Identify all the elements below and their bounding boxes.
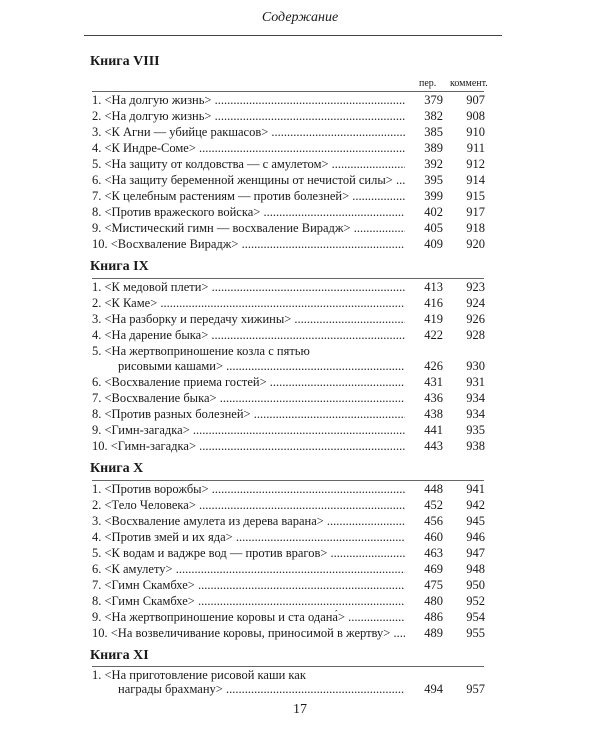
toc-entry: 8. <Гимн Скамбхе> ..... 480 952 (92, 594, 485, 608)
column-head-translation: пер. (419, 78, 437, 89)
column-rule (92, 480, 484, 481)
toc-entry: 4. <На дарение быка> ..... 422 928 (92, 328, 485, 342)
toc-entry: 6. <К амулету> ..... 469 948 (92, 562, 485, 576)
running-header: Содержание (261, 10, 339, 25)
toc-entry: 9. <Гимн-загадка> ..... 441 935 (92, 423, 485, 437)
column-rule (92, 666, 484, 667)
toc-entry: 2. <Тело Человека> ..... 452 942 (92, 498, 485, 512)
toc-entry: 2. <К Каме> ..... 416 924 (92, 296, 485, 310)
toc-entry: 4. <К Индре-Соме> ..... 389 911 (92, 141, 485, 155)
book-title: Книга XI (90, 648, 149, 663)
toc-entry: 5. <На защиту от колдовства — с амулетом> ..... 392 912 (92, 157, 485, 171)
book-title: Книга IX (90, 259, 149, 274)
toc-entry: 7. <Восхваление быка> ..... 436 934 (92, 391, 485, 405)
toc-entry: награды брахману> ..... 494 957 (92, 682, 485, 696)
book-title: Книга X (90, 461, 144, 476)
page-number: 17 (293, 702, 307, 717)
header-rule (84, 35, 502, 36)
toc-entry-first-line: 5. <На жертвоприношение козла с пятью (92, 344, 310, 358)
toc-entry: 6. <Восхваление приема гостей> ..... 431 931 (92, 375, 485, 389)
toc-entry: 9. <Мистический гимн — восхваление Вирадж> ..... 405 918 (92, 221, 485, 235)
toc-entry: 4. <Против змей и их яда> ..... 460 946 (92, 530, 485, 544)
column-rule (92, 91, 484, 92)
toc-entry: 7. <Гимн Скамбхе> ..... 475 950 (92, 578, 485, 592)
toc-entry: рисовыми кашами> ..... 426 930 (92, 359, 485, 373)
toc-entry: 7. <К целебным растениям — против болезней> ..... 399 915 (92, 189, 485, 203)
toc-entry: 5. <К водам и ваджре вод — против врагов> ..... 463 947 (92, 546, 485, 560)
toc-entry: 1. <Против ворожбы> ..... 448 941 (92, 482, 485, 496)
toc-entry-first-line: 1. <На приготовление рисовой каши как (92, 668, 306, 682)
toc-entry: 1. <На долгую жизнь> ..... 379 907 (92, 93, 485, 107)
toc-entry: 8. <Против разных болезней> ..... 438 934 (92, 407, 485, 421)
toc-entry: 2. <На долгую жизнь> ..... 382 908 (92, 109, 485, 123)
toc-entry: 10. <Гимн-загадка> ..... 443 938 (92, 439, 485, 453)
toc-entry: 10. <На возвеличивание коровы, приносимой в жертву> ..... 489 955 (92, 626, 485, 640)
toc-entry: 10. <Восхваление Вирадж> ..... 409 920 (92, 237, 485, 251)
toc-entry: 9. <На жертвоприношение коровы и ста одана́> ..... 486 954 (92, 610, 485, 624)
toc-entry: 3. <На разборку и передачу хижины> ..... 419 926 (92, 312, 485, 326)
column-rule (92, 278, 484, 279)
toc-entry: 3. <Восхваление амулета из дерева варана> ..... 456 945 (92, 514, 485, 528)
toc-entry: 3. <К Агни — убийце ракшасов> ..... 385 910 (92, 125, 485, 139)
book-title: Книга VIII (90, 54, 160, 69)
column-head-commentary: коммент. (450, 78, 488, 89)
toc-entry: 8. <Против вражеского войска> ..... 402 917 (92, 205, 485, 219)
toc-entry: 6. <На защиту беременной женщины от нечистой силы> ..... 395 914 (92, 173, 485, 187)
toc-entry: 1. <К медовой плети> ..... 413 923 (92, 280, 485, 294)
